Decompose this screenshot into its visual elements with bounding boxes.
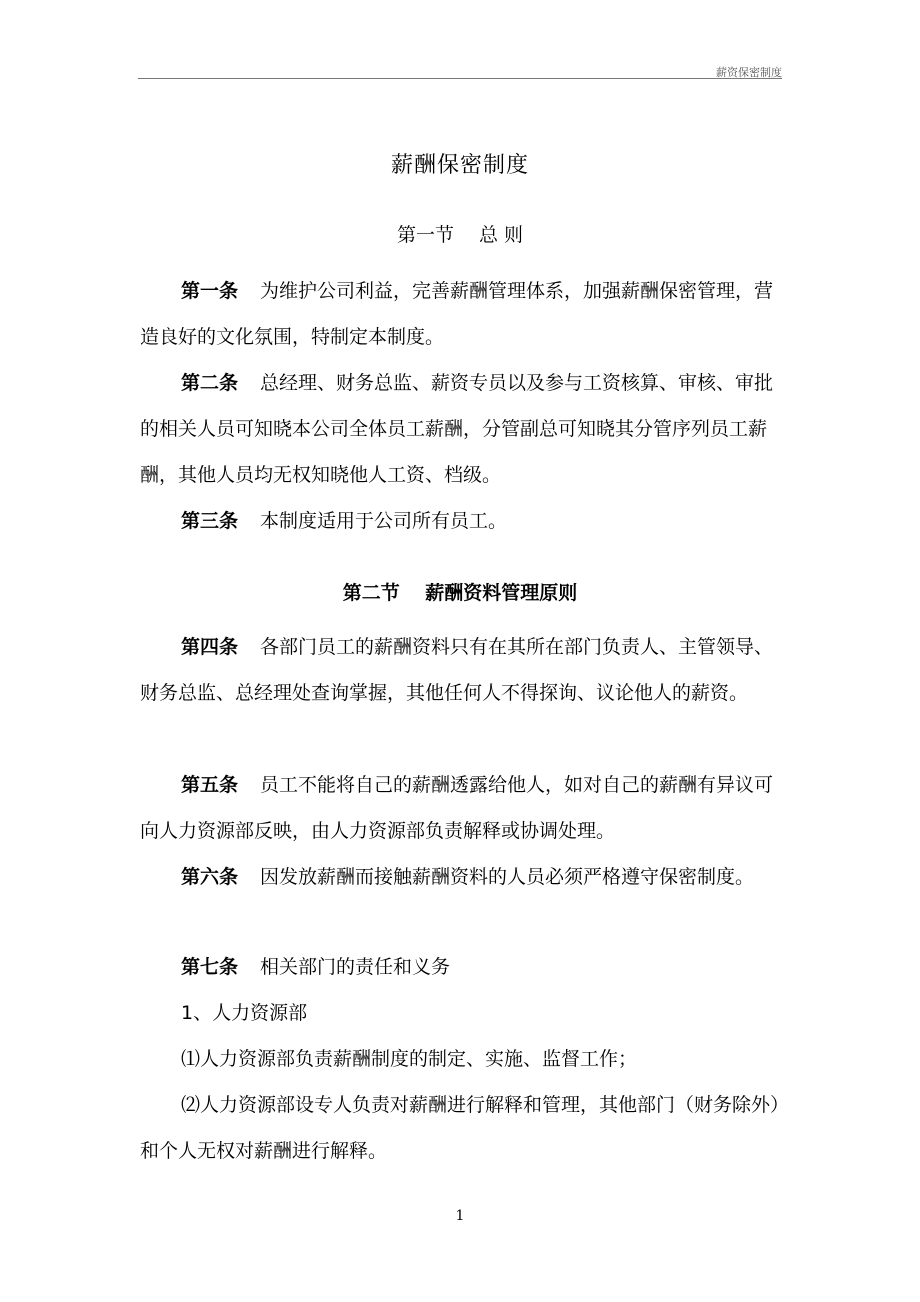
page-header-rule: [138, 78, 782, 79]
document-title: 薪酬保密制度: [390, 153, 529, 178]
article-6: [140, 854, 788, 900]
article-text: 因发放薪酬而接触薪酬资料的人员必须严格遵守保密制度。: [260, 866, 755, 888]
article-label: 第六条: [181, 866, 239, 888]
article-4: [140, 624, 788, 716]
article-text: 各部门员工的薪酬资料只有在其所在部门负责人、主管领导、财务总监、总经理处查询掌握，其他任何人不得探询、议论他人的薪资。: [140, 636, 774, 704]
article-text: 本制度适用于公司所有员工。: [260, 510, 508, 532]
article-label: 第一条: [181, 280, 239, 302]
article-label: 第七条: [181, 956, 239, 978]
article-label: 第四条: [181, 636, 239, 658]
article-label: 第二条: [181, 372, 239, 394]
article-1: [140, 268, 788, 360]
section-2-title: 第二节 薪酬资料管理原则: [342, 582, 578, 604]
list-item: ⑴人力资源部负责薪酬制度的制定、实施、监督工作；: [181, 1048, 638, 1070]
list-heading: 1、人力资源部: [181, 1002, 308, 1024]
article-7: [140, 944, 788, 990]
page-number: 1: [455, 1208, 465, 1224]
article-label: 第三条: [181, 510, 239, 532]
article-text: 员工不能将自己的薪酬透露给他人，如对自己的薪酬有异议可向人力资源部反映，由人力资源部负责解释或协调处理。: [140, 774, 774, 842]
list-item: ⑵人力资源部设专人负责对薪酬进行解释和管理，其他部门（财务除外）和个人无权对薪酬进行解释。: [140, 1094, 780, 1162]
section-1-title: 第一节 总 则: [396, 224, 524, 246]
article-text: 相关部门的责任和义务: [260, 956, 451, 978]
article-label: 第五条: [181, 774, 239, 796]
page-header-text: 薪资保密制度: [716, 66, 782, 79]
article-text: 总经理、财务总监、薪资专员以及参与工资核算、审核、审批的相关人员可知晓本公司全体员工薪酬，分管副总可知晓其分管序列员工薪酬，其他人员均无权知晓他人工资、档级。: [140, 372, 774, 486]
article-text: 为维护公司利益，完善薪酬管理体系，加强薪酬保密管理，营造良好的文化氛围，特制定本制度。: [140, 280, 774, 348]
article-3: [140, 498, 788, 544]
article-2: [140, 360, 788, 498]
article-5: [140, 762, 788, 854]
